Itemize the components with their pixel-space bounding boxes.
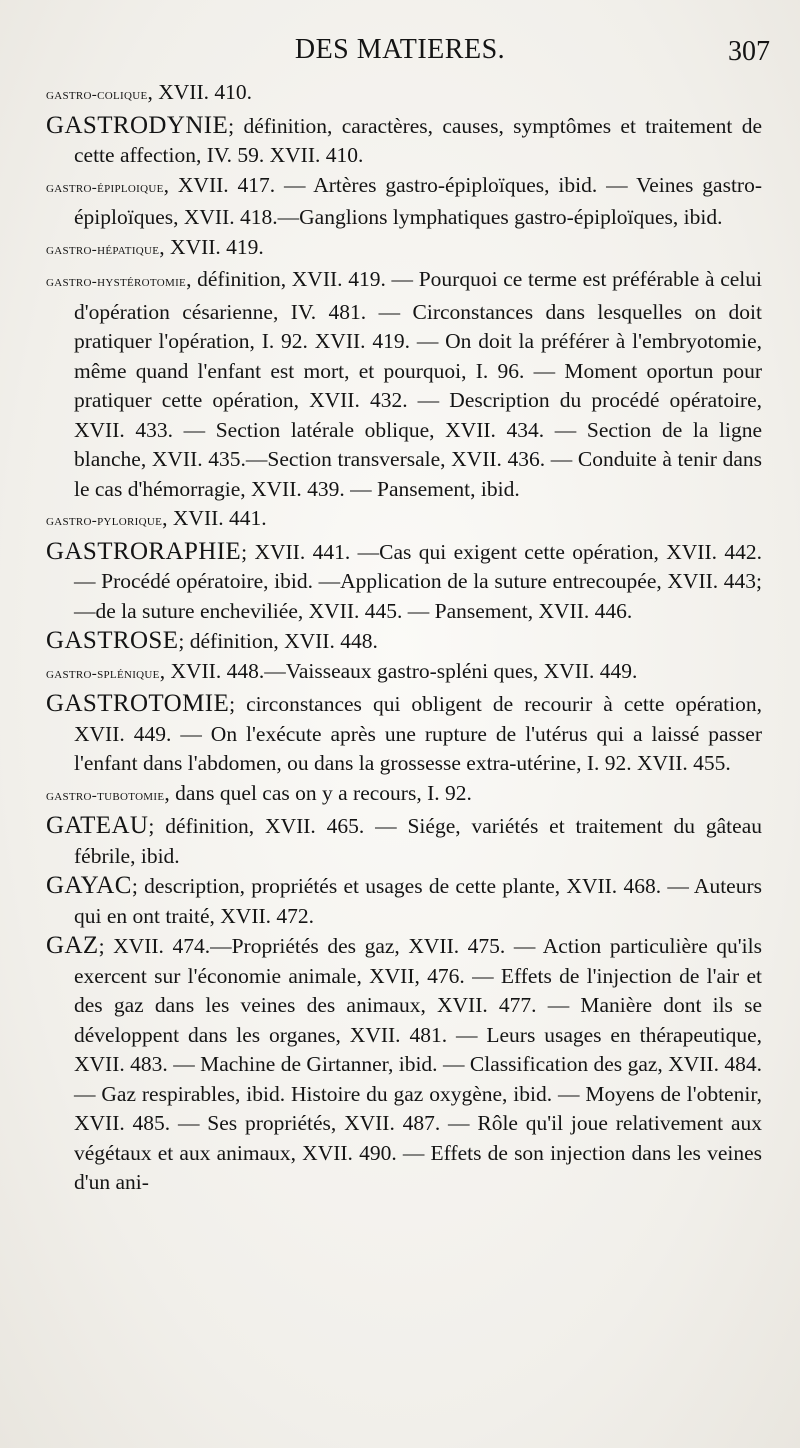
index-entry [46,657,762,690]
index-entry [46,931,762,1198]
entry-term: GATEAU [46,812,149,839]
entry-term: GAYAC [46,872,132,899]
index-entry [46,504,762,537]
index-entry [46,626,762,657]
entry-term: gastro-épiploique [46,179,164,196]
index-entry [46,871,762,931]
index-entry [46,171,762,233]
page-number: 307 [728,36,770,67]
index-entry [46,78,762,111]
index-entry [46,811,762,871]
entry-text: ; définition, XVII. 448. [178,629,378,653]
entry-term: GAZ [46,932,99,959]
entry-text: , XVII. 417. — Artères gastro-épiploïques, ibid. — Veines gastro-épiploïques, XVII. 418.—Ganglions lymphatiques gastro-épiploïques, ibid. [74,172,762,229]
page-header [0,30,800,70]
entry-term: GASTRORAPHIE [46,537,242,565]
entry-text: , XVII. 441. [162,506,267,530]
index-entry [46,779,762,812]
entry-text: , dans quel cas on y a recours, I. 92. [164,780,472,805]
entry-term: GASTROSE [46,627,179,654]
entry-term: GASTROTOMIE [46,690,230,717]
entry-term: GASTRODYNIE [46,111,229,139]
index-entries [46,78,762,1198]
entry-text: ; XVII. 441. —Cas qui exigent cette opération, XVII. 442. — Procédé opératoire, ibid. —Application de la suture entrecoupée, XVII. 443; —de la suture encheviliée, XVII. 445. — Pansement, XVII. 446. [74,539,762,623]
entry-text: , définition, XVII. 419. — Pourquoi ce terme est préférable à celui d'opération césarienne, IV. 481. — Circonstances dans lesquelles on doit pratiquer l'opération, I. 92. XVII. 419. — On doit la préférer à l'embryotomie, même quand l'enfant est mort, et pourquoi, I. 96. — Moment oportun pour pratiquer cette opération, XVII. 432. — Description du procédé opératoire, XVII. 433. — Section latérale oblique, XVII. 434. — Section de la ligne blanche, XVII. 435.—Section transversale, XVII. 436. — Conduite à tenir dans le cas d'hémorragie, XVII. 439. — Pansement, ibid. [74,267,762,501]
index-entry [46,689,762,779]
entry-text: , XVII. 410. [147,80,252,104]
entry-term: gastro-pylorique [46,513,163,529]
entry-text: ; description, propriétés et usages de cette plante, XVII. 468. — Auteurs qui en ont traité, XVII. 472. [74,874,762,928]
index-entry [46,233,762,266]
index-entry [46,537,762,627]
entry-term: gastro-splénique [46,665,160,682]
entry-term: gastro-tubotomie [46,787,165,804]
index-entry [46,265,762,504]
entry-text: ; circonstances qui obligent de recourir à cette opération, XVII. 449. — On l'exécute après une rupture de l'utérus qui a laissé passer l'enfant dans l'abdomen, ou dans la grossesse extra-utérine, I. 92. XVII. 455. [74,692,762,775]
entry-text: , XVII. 419. [159,234,264,259]
entry-text: , XVII. 448.—Vaisseaux gastro-spléni ques, XVII. 449. [159,658,638,683]
entry-term: gastro-hépatique [46,241,160,258]
entry-text: ; définition, caractères, causes, symptômes et traitement de cette affection, IV. 59. XVII. 410. [74,113,762,167]
entry-text: ; définition, XVII. 465. — Siége, variétés et traitement du gâteau fébrile, ibid. [74,814,762,868]
index-entry [46,111,762,171]
entry-term: gastro-hystérotomie [46,274,187,290]
entry-term: gastro-colique [46,87,148,103]
entry-text: ; XVII. 474.—Propriétés des gaz, XVII. 475. — Action particulière qu'ils exercent sur l'économie animale, XVII, 476. — Effets de l'injection de l'air et des gaz dans les veines des animaux, XVII. 477. — Manière dont ils se développent dans les organes, XVII. 481. — Leurs usages en thérapeutique, XVII. 483. — Machine de Girtanner, ibid. — Classification des gaz, XVII. 484. — Gaz respirables, ibid. Histoire du gaz oxygène, ibid. — Moyens de l'obtenir, XVII. 485. — Ses propriétés, XVII. 487. — Rôle qu'il joue relativement aux végétaux et aux animaux, XVII. 490. — Effets de son injection dans les veines d'un ani- [74,934,762,1194]
running-title: DES MATIERES. [294,34,506,65]
